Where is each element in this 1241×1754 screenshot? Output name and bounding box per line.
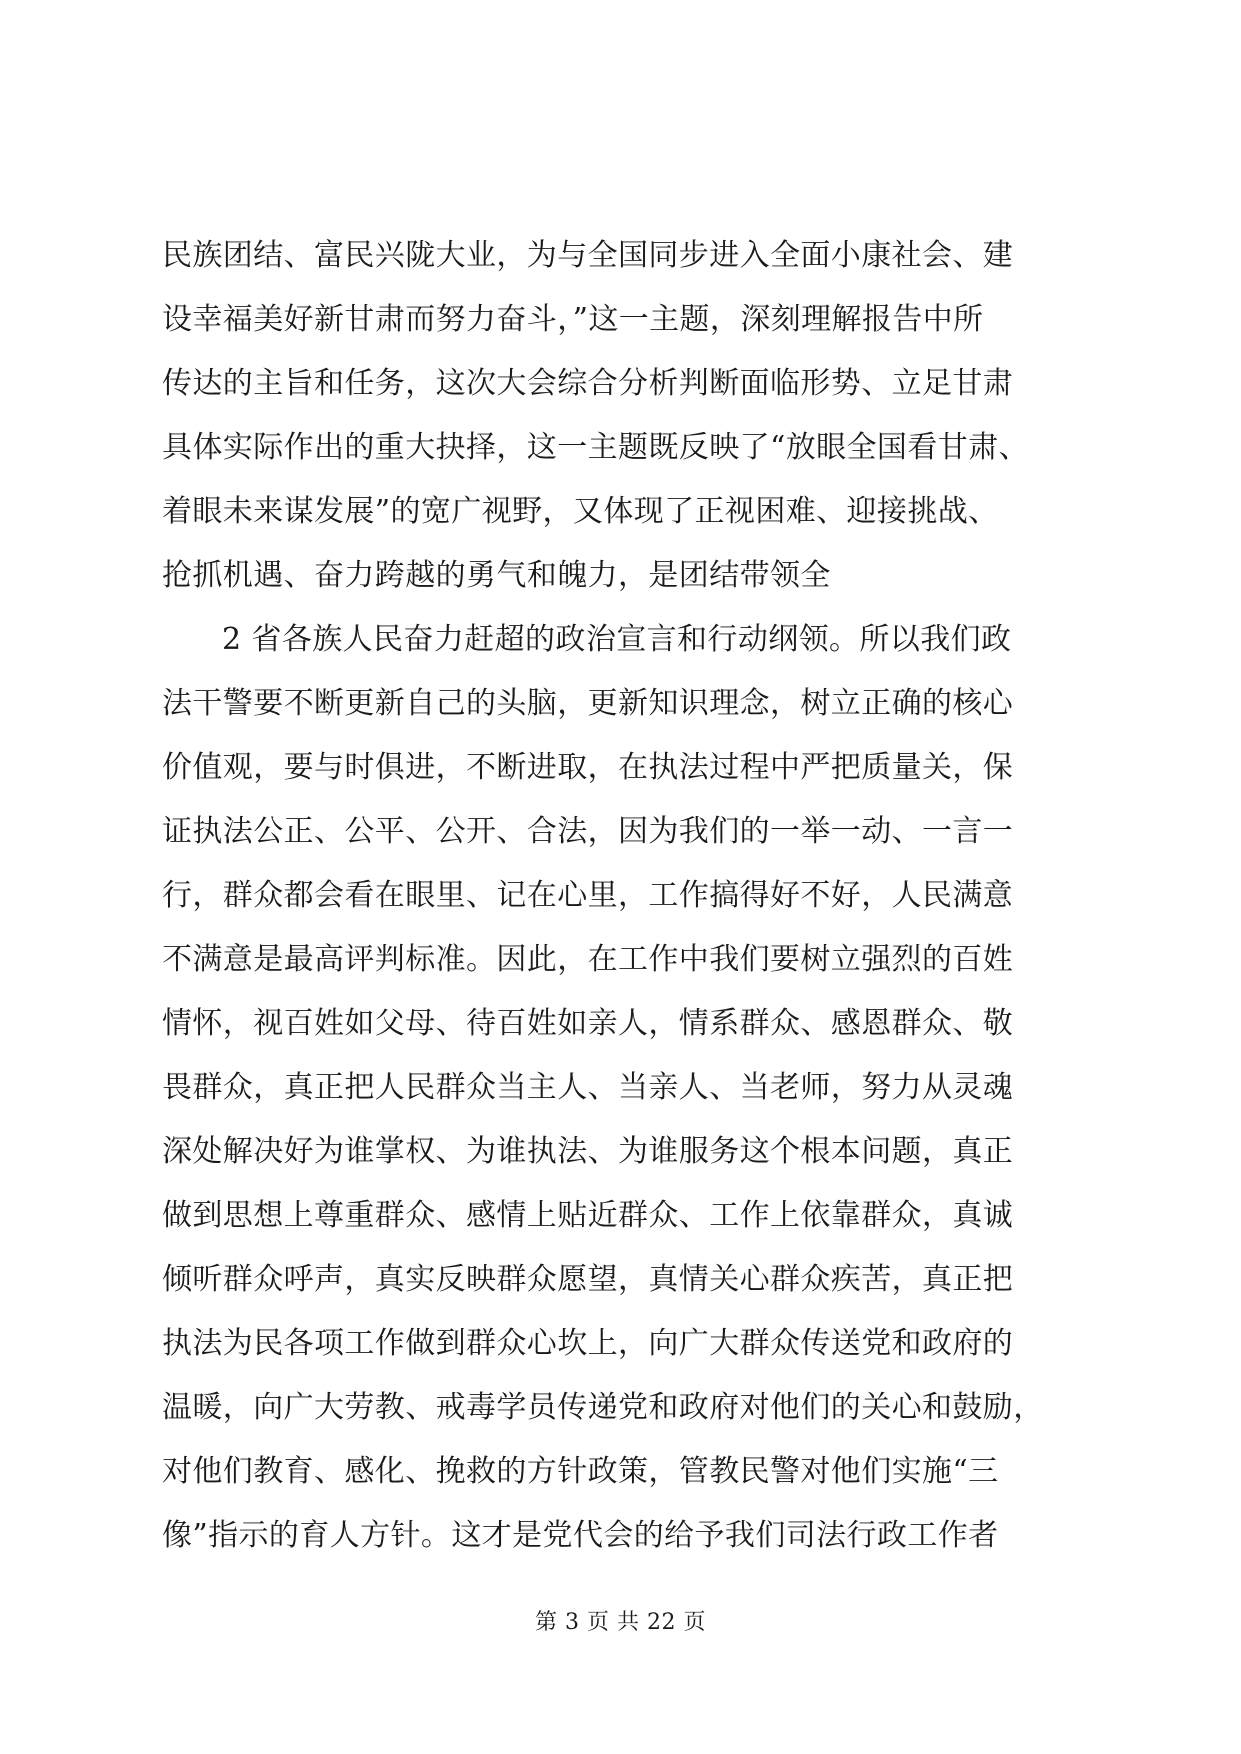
paragraph-1-line-4: 具体实际作出的重大抉择，这一主题既反映了“放眼全国看甘肃、 bbox=[162, 430, 1029, 465]
paragraph-2-line-1: 2 省各族人民奋力赶超的政治宣言和行动纲领。所以我们政 bbox=[222, 622, 1012, 657]
page-number-footer: 第 3 页 共 22 页 bbox=[535, 1610, 706, 1635]
paragraph-1-line-2: 设幸福美好新甘肃而努力奋斗，”这一主题，深刻理解报告中所 bbox=[162, 302, 984, 337]
paragraph-2-line-7: 情怀，视百姓如父母、待百姓如亲人，情系群众、感恩群众、敬 bbox=[162, 1006, 1014, 1041]
paragraph-2-line-13: 温暖，向广大劳教、戒毒学员传递党和政府对他们的关心和鼓励， bbox=[162, 1390, 1044, 1425]
paragraph-2-line-3: 价值观，要与时俱进，不断进取，在执法过程中严把质量关，保 bbox=[162, 750, 1014, 785]
paragraph-2-line-6: 不满意是最高评判标准。因此，在工作中我们要树立强烈的百姓 bbox=[162, 942, 1014, 977]
paragraph-1-line-1: 民族团结、富民兴陇大业，为与全国同步进入全面小康社会、建 bbox=[162, 238, 1014, 273]
paragraph-1-line-5: 着眼未来谋发展”的宽广视野，又体现了正视困难、迎接挑战、 bbox=[162, 494, 999, 529]
paragraph-2-line-4: 证执法公正、公平、公开、合法，因为我们的一举一动、一言一 bbox=[162, 814, 1014, 849]
paragraph-2-line-11: 倾听群众呼声，真实反映群众愿望，真情关心群众疾苦，真正把 bbox=[162, 1262, 1014, 1297]
paragraph-2-line-10: 做到思想上尊重群众、感情上贴近群众、工作上依靠群众，真诚 bbox=[162, 1198, 1014, 1233]
paragraph-2-line-9: 深处解决好为谁掌权、为谁执法、为谁服务这个根本问题，真正 bbox=[162, 1134, 1014, 1169]
paragraph-2-line-2: 法干警要不断更新自己的头脑，更新知识理念，树立正确的核心 bbox=[162, 686, 1014, 721]
paragraph-2-line-8: 畏群众，真正把人民群众当主人、当亲人、当老师，努力从灵魂 bbox=[162, 1070, 1014, 1105]
paragraph-1-line-6: 抢抓机遇、奋力跨越的勇气和魄力，是团结带领全 bbox=[162, 558, 831, 593]
paragraph-2-line-5: 行，群众都会看在眼里、记在心里，工作搞得好不好，人民满意 bbox=[162, 878, 1014, 913]
paragraph-1-line-3: 传达的主旨和任务，这次大会综合分析判断面临形势、立足甘肃 bbox=[162, 366, 1014, 401]
paragraph-2-line-15: 像”指示的育人方针。这才是党代会的给予我们司法行政工作者 bbox=[162, 1518, 999, 1553]
paragraph-2-line-14: 对他们教育、感化、挽救的方针政策，管教民警对他们实施“三 bbox=[162, 1454, 999, 1489]
paragraph-2-line-12: 执法为民各项工作做到群众心坎上，向广大群众传送党和政府的 bbox=[162, 1326, 1014, 1361]
